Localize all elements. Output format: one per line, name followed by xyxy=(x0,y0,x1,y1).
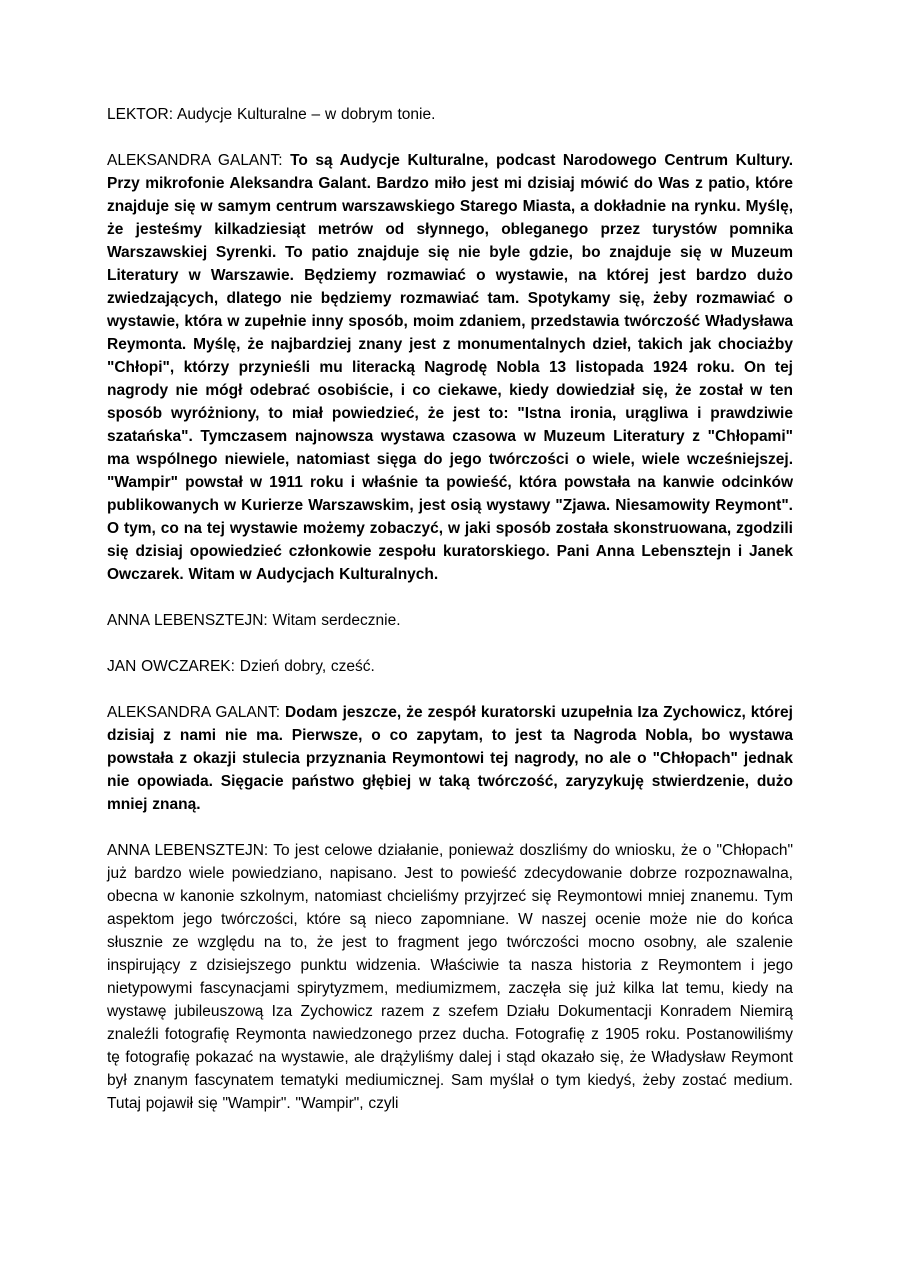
speech-text: Dzień dobry, cześć. xyxy=(239,658,375,675)
speech-text: Witam serdecznie. xyxy=(272,612,401,629)
transcript-paragraph-galant-intro xyxy=(107,149,793,586)
speaker-label: JAN OWCZAREK: xyxy=(107,658,235,675)
transcript-paragraph-lektor xyxy=(107,103,793,126)
speech-text: Dodam jeszcze, że zespół kuratorski uzupełnia Iza Zychowicz, której dzisiaj z nami nie ma. Pierwsze, o co zapytam, to jest ta Nagroda Nobla, bo wystawa powstała z okazji stulecia przyznania Reymontowi tej nagrody, no ale o "Chłopach" jednak nie opowiada. Sięgacie państwo głębiej w taką twórczość, zaryzykuję stwierdzenie, dużo mniej znaną. xyxy=(107,704,793,813)
speaker-label: LEKTOR: xyxy=(107,106,174,123)
speech-text: To są Audycje Kulturalne, podcast Narodowego Centrum Kultury. Przy mikrofonie Aleksandra Galant. Bardzo miło jest mi dzisiaj mówić do Was z patio, które znajduje się w samym centrum warszawskiego Starego Miasta, a dokładnie na rynku. Myślę, że jesteśmy kilkadziesiąt metrów od słynnego, obleganego przez turystów pomnika Warszawskiej Syrenki. To patio znajduje się nie byle gdzie, bo znajduje się w Muzeum Literatury w Warszawie. Będziemy rozmawiać o wystawie, na której jest bardzo dużo zwiedzających, dlatego nie będziemy rozmawiać tam. Spotykamy się, żeby rozmawiać o wystawie, która w zupełnie inny sposób, moim zdaniem, przedstawia twórczość Władysława Reymonta. Myślę, że najbardziej znany jest z monumentalnych dzieł, takich jak chociażby "Chłopi", którzy przynieśli mu literacką Nagrodę Nobla 13 listopada 1924 roku. On tej nagrody nie mógł odebrać osobiście, i co ciekawe, kiedy dowiedział się, że został w ten sposób wyróżniony, to miał powiedzieć, że jest to: "Istna ironia, urągliwa i prawdziwie szatańska". Tymczasem najnowsza wystawa czasowa w Muzeum Literatury z "Chłopami" ma wspólnego niewiele, natomiast sięga do jego twórczości o wiele, wiele wcześniejszej. "Wampir" powstał w 1911 roku i właśnie ta powieść, która powstała na kanwie odcinków publikowanych w Kurierze Warszawskim, jest osią wystawy "Zjawa. Niesamowity Reymont". O tym, co na tej wystawie możemy zobaczyć, w jaki sposób została skonstruowana, zgodzili się dzisiaj opowiedzieć członkowie zespołu kuratorskiego. Pani Anna Lebensztejn i Janek Owczarek. Witam w Audycjach Kulturalnych. xyxy=(107,152,793,583)
speech-text: Audycje Kulturalne – w dobrym tonie. xyxy=(177,106,436,123)
speaker-label: ANNA LEBENSZTEJN: xyxy=(107,612,268,629)
transcript-paragraph-lebensztejn-greeting xyxy=(107,609,793,632)
transcript-paragraph-galant-question xyxy=(107,701,793,816)
speaker-label: ALEKSANDRA GALANT: xyxy=(107,704,281,721)
speech-text: To jest celowe działanie, ponieważ doszliśmy do wniosku, że o "Chłopach" już bardzo wiele powiedziano, napisano. Jest to powieść zdecydowanie dobrze rozpoznawalna, obecna w kanonie szkolnym, natomiast chcieliśmy przyjrzeć się Reymontowi mniej znanemu. Tym aspektom jego twórczości, które są nieco zapomniane. W naszej ocenie może nie do końca słusznie ze względu na to, że jest to fragment jego twórczości mocno osobny, ale szalenie inspirujący z dzisiejszego punktu widzenia. Właściwie ta nasza historia z Reymontem i jego nietypowymi fascynacjami spirytyzmem, mediumizmem, zaczęła się już kilka lat temu, kiedy na wystawę jubileuszową Iza Zychowicz razem z szefem Działu Dokumentacji Konradem Niemirą znaleźli fotografię Reymonta nawiedzonego przez ducha. Fotografię z 1905 roku. Postanowiliśmy tę fotografię pokazać na wystawie, ale drążyliśmy dalej i stąd okazało się, że Władysław Reymont był znanym fascynatem tematyki mediumicznej. Sam myślał o tym kiedyś, żeby zostać medium. Tutaj pojawił się "Wampir". "Wampir", czyli xyxy=(107,842,793,1112)
transcript-paragraph-owczarek-greeting xyxy=(107,655,793,678)
speaker-label: ALEKSANDRA GALANT: xyxy=(107,152,283,169)
speaker-label: ANNA LEBENSZTEJN: xyxy=(107,842,269,859)
transcript-paragraph-lebensztejn-answer xyxy=(107,839,793,1115)
